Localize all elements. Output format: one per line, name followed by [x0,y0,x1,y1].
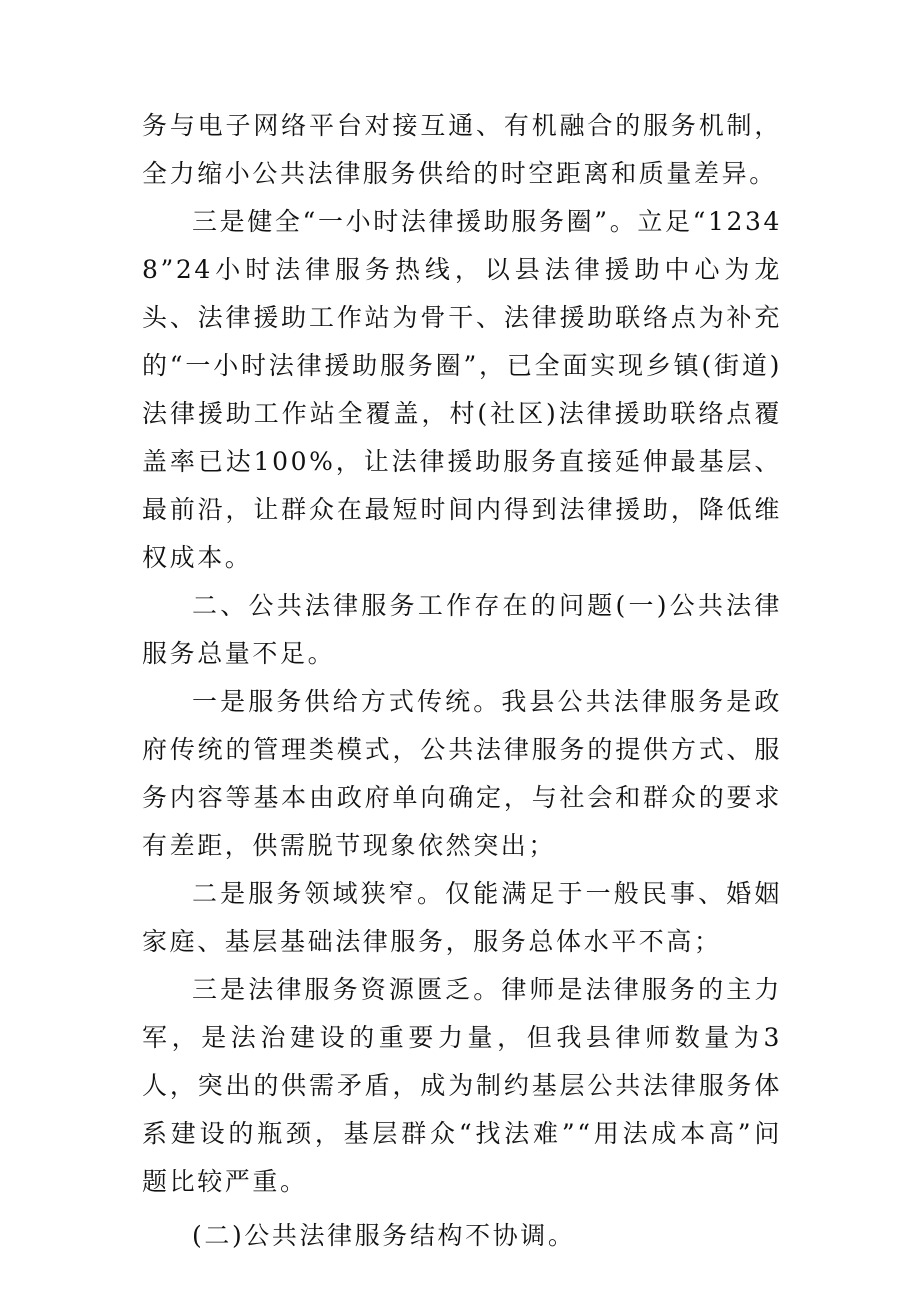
document-body [142,102,782,1260]
paragraph-service-scope: 二是服务领域狭窄。仅能满足于一般民事、婚姻家庭、基层基础法律服务，服务总体水平不高； [142,879,782,956]
subheading-structure: (二)公共法律服务结构不协调。 [192,1221,576,1250]
paragraph-service-circle: 三是健全“一小时法律援助服务圈”。立足“12348”24小时法律服务热线，以县法律援助中心为龙头、法律援助工作站为骨干、法律援助联络点为补充的“一小时法律援助服务圈”，已全面实现乡镇(街道)法律援助工作站全覆盖，村(社区)法律援助联络点覆盖率已达100%，让法律援助服务直接延伸最基层、最前沿，让群众在最短时间内得到法律援助，降低维权成本。 [142,207,782,572]
paragraph-resource-shortage: 三是法律服务资源匮乏。律师是法律服务的主力军，是法治建设的重要力量，但我县律师数量为3人，突出的供需矛盾，成为制约基层公共法律服务体系建设的瓶颈，基层群众“找法难”“用法成本高”问题比较严重。 [142,975,782,1196]
paragraph-supply-method: 一是服务供给方式传统。我县公共法律服务是政府传统的管理类模式，公共法律服务的提供方式、服务内容等基本由政府单向确定，与社会和群众的要求有差距，供需脱节现象依然突出； [142,687,782,860]
paragraph-continuation: 务与电子网络平台对接互通、有机融合的服务机制，全力缩小公共法律服务供给的时空距离和质量差异。 [142,111,782,188]
section-heading-problems: 二、公共法律服务工作存在的问题(一)公共法律服务总量不足。 [142,591,782,668]
